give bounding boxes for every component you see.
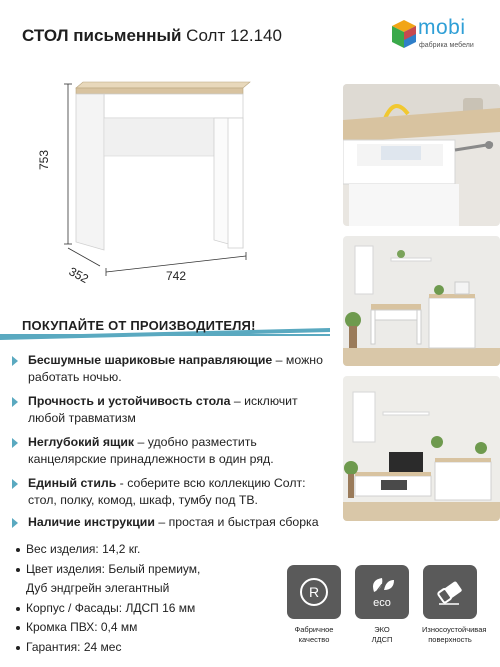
bullet-dot-icon [16, 568, 20, 572]
room-photo-living [343, 376, 500, 521]
spec-list [16, 540, 200, 657]
feature-bold: Наличие инструкции [28, 515, 155, 529]
spec-item [16, 579, 200, 599]
bullet-dot-icon [16, 607, 20, 611]
spec-text: Гарантия: 24 мес [26, 639, 122, 654]
dim-width: 742 [166, 269, 187, 283]
triangle-bullet-icon [12, 356, 18, 366]
spec-text: Кромка ПВХ: 0,4 мм [26, 620, 138, 634]
badge-caption: ЭКО [374, 625, 390, 634]
bullet-dot-icon [16, 548, 20, 552]
spec-text: Цвет изделия: Белый премиум, [26, 561, 201, 576]
logo-word: mobi [418, 16, 466, 39]
desk-drawing [28, 70, 268, 290]
badge-caption: Износоустойчивая [422, 625, 487, 634]
dim-height: 753 [37, 149, 51, 170]
spec-text: Вес изделия: 14,2 кг. [26, 542, 141, 556]
spec-item [16, 618, 200, 638]
room-photo-desk [343, 236, 500, 366]
registered-letter: R [308, 584, 320, 600]
spec-item [16, 599, 200, 619]
feature-rest: – удобно разместить канцелярские принадлежности в один ряд. [28, 435, 274, 466]
feature-item [12, 352, 332, 386]
feature-rest: – простая и быстрая сборка [154, 515, 319, 529]
title-bold: СТОЛ письменный [22, 26, 182, 45]
triangle-bullet-icon [12, 479, 18, 489]
feature-item [12, 393, 332, 427]
spec-item [16, 638, 200, 658]
badge-wear-resistant [422, 565, 487, 645]
brand-logo [392, 18, 492, 52]
banner [0, 310, 330, 340]
feature-item [12, 475, 332, 509]
triangle-bullet-icon [12, 518, 18, 528]
feature-bold: Бесшумные шариковые направляющие [28, 353, 273, 367]
bullet-dot-icon [16, 646, 20, 650]
feature-rest: - соберите всю коллекцию Солт: стол, полку, комод, шкаф, тумбу под ТВ. [28, 476, 306, 507]
page-title [22, 26, 282, 46]
logo-subtitle: фабрика мебели [419, 42, 474, 49]
feature-rest: – можно работать ночью. [28, 353, 323, 384]
drawer-photo [343, 84, 500, 226]
title-rest: Солт 12.140 [186, 26, 282, 45]
badge-eco [354, 565, 410, 645]
badge-caption: Фабричное [294, 625, 334, 634]
badge-caption: ЛДСП [371, 635, 393, 644]
feature-bold: Прочность и устойчивость стола [28, 394, 231, 408]
feature-bold: Неглубокий ящик [28, 435, 135, 449]
feature-bold: Единый стиль [28, 476, 117, 490]
dim-depth: 352 [66, 264, 91, 287]
badge-caption: поверхность [428, 635, 472, 644]
feature-rest: – исключит любой травматизм [28, 394, 298, 425]
spec-text: Корпус / Фасады: ЛДСП 16 мм [26, 600, 196, 615]
feature-item [12, 514, 332, 531]
badge-box [287, 565, 341, 619]
bullet-dot-icon [16, 626, 20, 630]
spec-text: Дуб эндгрейн элегантный [26, 581, 170, 595]
badge-quality [286, 565, 342, 645]
banner-text: ПОКУПАЙТЕ ОТ ПРОИЗВОДИТЕЛЯ! [22, 318, 256, 333]
triangle-bullet-icon [12, 438, 18, 448]
eco-leaf-icon [362, 572, 402, 612]
cube-logo-icon [392, 20, 416, 48]
badge-box [423, 565, 477, 619]
spec-item [16, 560, 200, 580]
spec-item [16, 540, 200, 560]
feature-item [12, 434, 332, 468]
registered-icon [298, 576, 330, 608]
badge-caption: качество [298, 635, 330, 644]
eco-word: eco [373, 597, 391, 609]
triangle-bullet-icon [12, 397, 18, 407]
badge-box [355, 565, 409, 619]
eraser-icon [433, 575, 467, 609]
